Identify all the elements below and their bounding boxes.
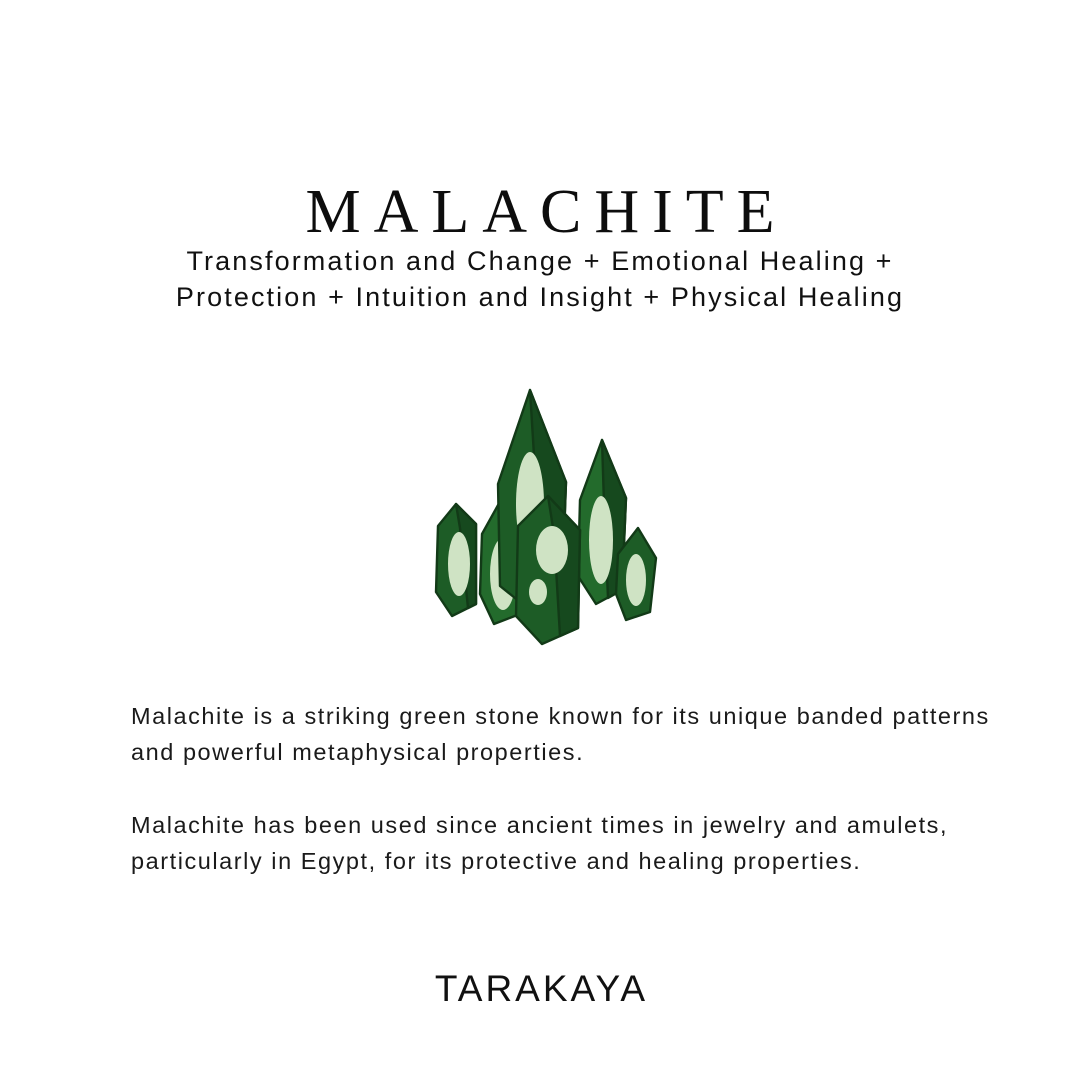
description-paragraph-1: Malachite is a striking green stone known for its unique banded patterns and powerful metaphysical properties. (131, 703, 990, 766)
illustration-container (0, 378, 1080, 658)
description-block (131, 698, 991, 880)
page-title: MALACHITE (305, 177, 788, 246)
description-paragraph-2: Malachite has been used since ancient times in jewelry and amulets, particularly in Egypt, for its protective and healing properties. (131, 811, 949, 875)
brand-name: TARAKAYA (434, 968, 649, 1009)
page-subtitle: Transformation and Change + Emotional Healing + Protection + Intuition and Insight + Physical Healing (175, 246, 905, 313)
malachite-crystal-cluster-illustration (390, 378, 690, 658)
